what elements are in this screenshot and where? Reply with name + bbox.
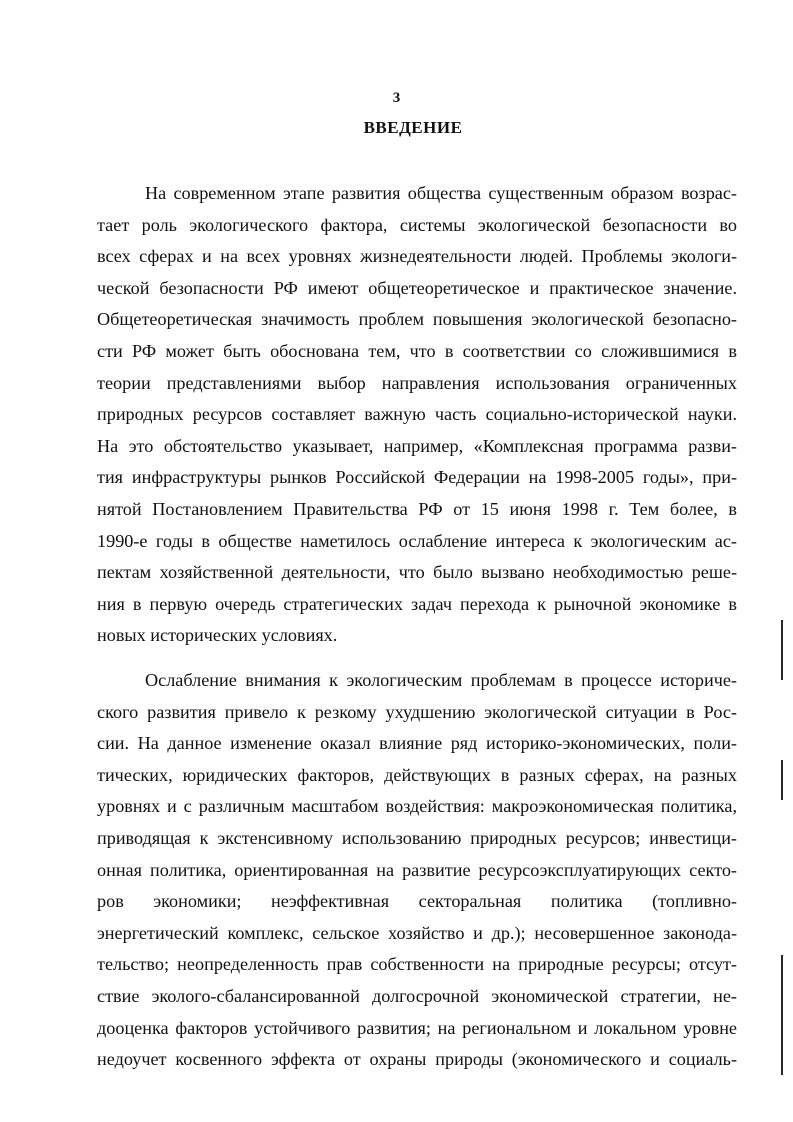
text-line: ния в первую очередь стратегических задач перехода к рыночной экономике в [97, 593, 737, 614]
paragraph-2 [97, 665, 737, 1076]
text-line: теории представлениями выбор направления использования ограниченных [97, 372, 737, 393]
text-line: На современном этапе развития общества существенным образом возрас- [145, 183, 737, 203]
text-line: На это обстоятельство указывает, например, «Комплексная программа разви- [97, 435, 737, 456]
paragraph-1 [97, 178, 737, 652]
text-line: ров экономики; неэффективная секторальная политика (топливно- [97, 891, 737, 912]
text-line: уровнях и с различным масштабом воздействия: макроэкономическая политика, [97, 796, 737, 817]
text-line: всех сферах и на всех уровнях жизнедеятельности людей. Проблемы экологи- [97, 246, 737, 267]
text-line: дооценка факторов устойчивого развития; на региональном и локальном уровне [97, 1017, 737, 1038]
text-line: нятой Постановлением Правительства РФ от 15 июня 1998 г. Тем более, в [97, 498, 737, 519]
text-line: тельство; неопределенность прав собственности на природные ресурсы; отсут- [97, 954, 737, 975]
text-line: тия инфраструктуры рынков Российской Федерации на 1998-2005 годы», при- [97, 467, 737, 488]
text-line: ческой безопасности РФ имеют общетеоретическое и практическое значение. [97, 277, 737, 298]
text-line: ского развития привело к резкому ухудшению экологической ситуации в Рос- [97, 701, 737, 722]
scan-edge-mark [781, 620, 783, 680]
text-line: тических, юридических факторов, действующих в разных сферах, на разных [97, 764, 737, 785]
text-line: ствие эколого-сбалансированной долгосрочной экономической стратегии, не- [97, 985, 737, 1006]
text-line: Ослабление внимания к экологическим проблемам в процессе историче- [145, 670, 737, 690]
text-line: сии. На данное изменение оказал влияние ряд историко-экономических, поли- [97, 733, 737, 754]
text-line: тает роль экологического фактора, системы экологической безопасности во [97, 214, 737, 235]
page-number: 3 [392, 90, 401, 106]
scan-edge-mark [781, 760, 783, 800]
text-line: природных ресурсов составляет важную часть социально-исторической науки. [97, 404, 737, 425]
text-line: приводящая к экстенсивному использованию природных ресурсов; инвестици- [97, 827, 737, 848]
text-line: Общетеоретическая значимость проблем повышения экологической безопасно- [97, 309, 737, 330]
text-line: пектам хозяйственной деятельности, что было вызвано необходимостью реше- [97, 562, 737, 583]
page-title: ВВЕДЕНИЕ [363, 118, 463, 137]
text-line: энергетический комплекс, сельское хозяйство и др.); несовершенное законода- [97, 922, 737, 943]
text-line: онная политика, ориентированная на развитие ресурсоэксплуатирующих секто- [97, 859, 737, 880]
text-line: недоучет косвенного эффекта от охраны природы (экономического и социаль- [97, 1049, 737, 1070]
text-line: сти РФ может быть обоснована тем, что в соответствии со сложившимися в [97, 340, 737, 361]
text-line: новых исторических условиях. [97, 625, 338, 646]
scan-edge-mark [781, 955, 783, 1075]
text-line: 1990-е годы в обществе наметилось ослабление интереса к экологическим ас- [97, 530, 737, 551]
